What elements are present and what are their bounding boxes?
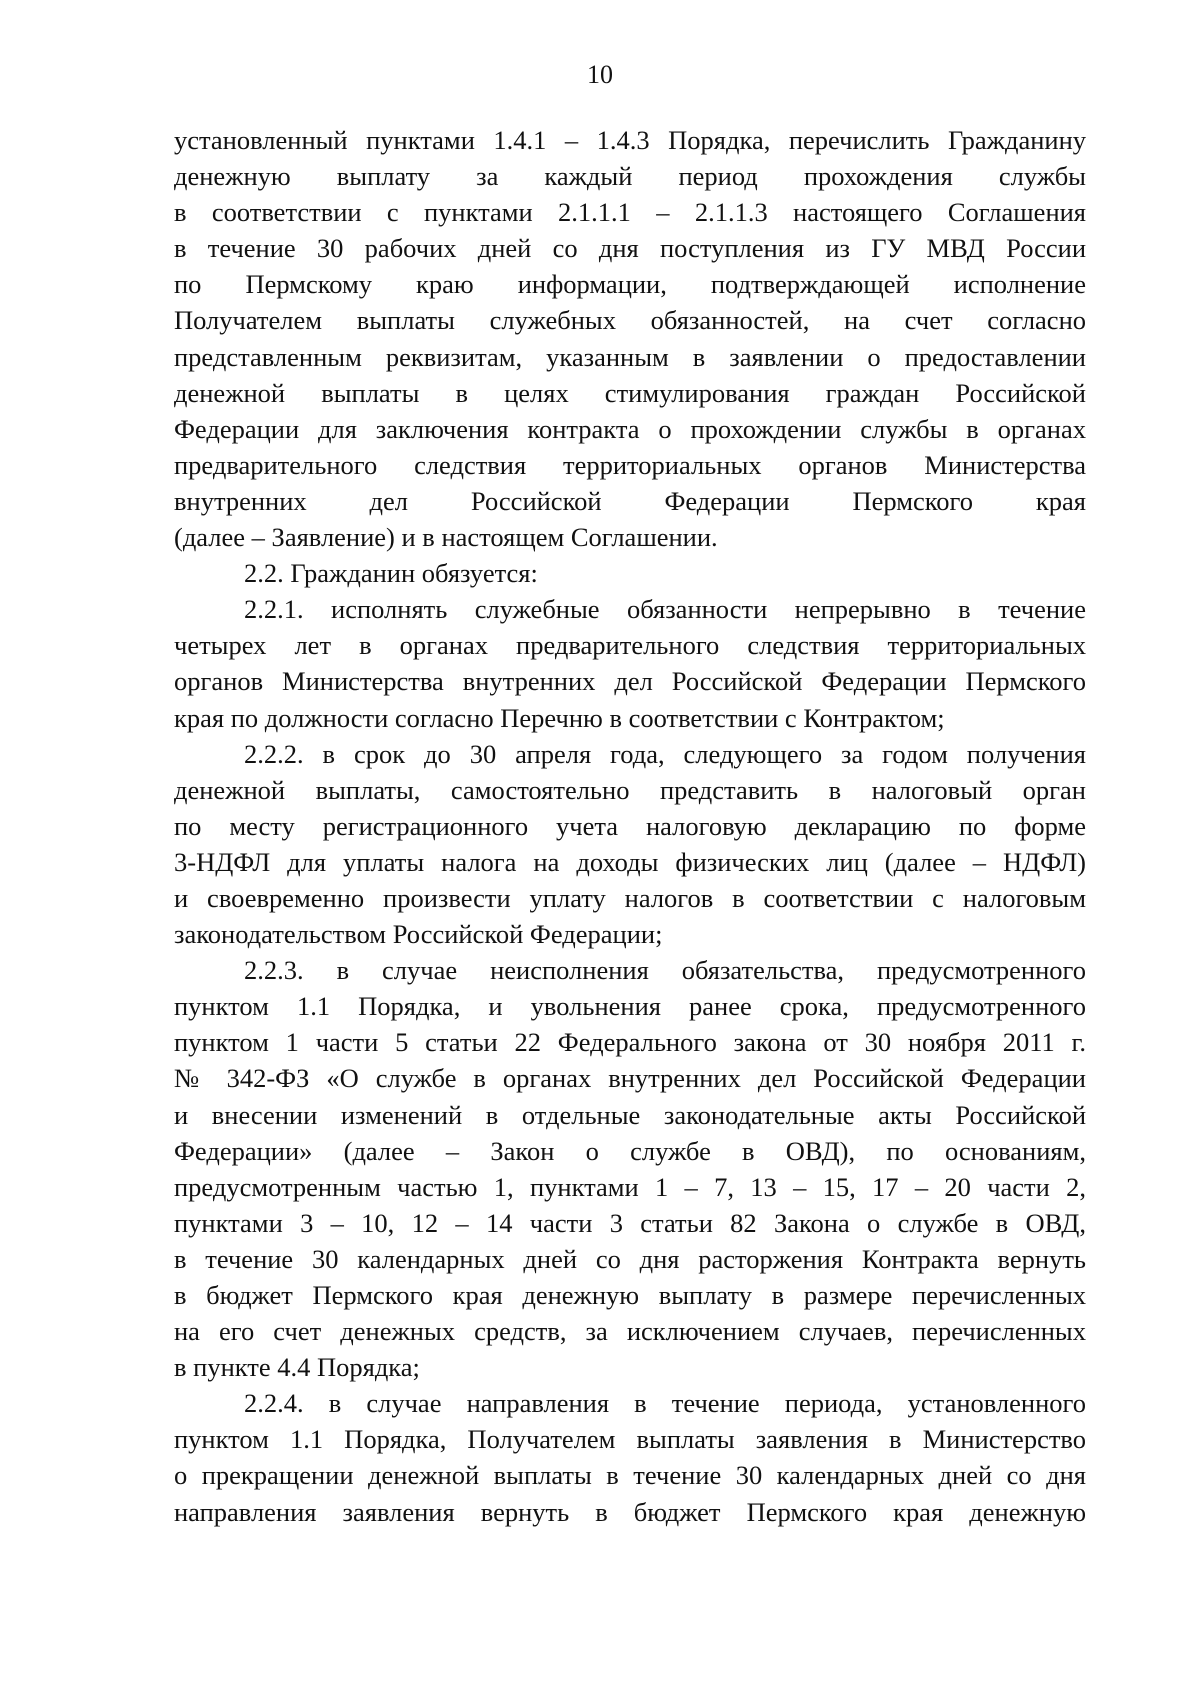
text-line: денежную выплату за каждый период прохождения службы	[174, 161, 1086, 192]
text-line: 2.2.4. в случае направления в течение периода, установленного	[244, 1388, 1086, 1419]
text-line: Федерации для заключения контракта о прохождении службы в органах	[174, 413, 1086, 444]
text-line: края по должности согласно Перечню в соответствии с Контрактом;	[174, 702, 945, 733]
text-line: законодательством Российской Федерации;	[174, 919, 663, 950]
text-line: в пункте 4.4 Порядка;	[174, 1352, 420, 1383]
text-line: 2.2.3. в случае неисполнения обязательства, предусмотренного	[244, 955, 1086, 986]
text-line: 3-НДФЛ для уплаты налога на доходы физических лиц (далее – НДФЛ)	[174, 846, 1086, 877]
document-body	[174, 122, 1086, 1530]
text-line: пунктом 1.1 Порядка, и увольнения ранее срока, предусмотренного	[174, 991, 1086, 1022]
text-line: по месту регистрационного учета налоговую декларацию по форме	[174, 810, 1086, 841]
text-line: установленный пунктами 1.4.1 – 1.4.3 Порядка, перечислить Гражданину	[174, 125, 1086, 155]
text-line: в бюджет Пермского края денежную выплату в размере перечисленных	[174, 1280, 1086, 1310]
text-line: направления заявления вернуть в бюджет Пермского края денежную	[174, 1496, 1086, 1527]
text-line: 2.2. Гражданин обязуется:	[244, 558, 538, 589]
text-line: и своевременно произвести уплату налогов в соответствии с налоговым	[174, 882, 1086, 913]
text-line: четырех лет в органах предварительного следствия территориальных	[174, 630, 1086, 661]
text-line: предусмотренным частью 1, пунктами 1 – 7, 13 – 15, 17 – 20 части 2,	[174, 1171, 1086, 1202]
text-line: пунктом 1.1 Порядка, Получателем выплаты заявления в Министерство	[174, 1424, 1086, 1455]
text-line: (далее – Заявление) и в настоящем Соглашении.	[174, 522, 718, 553]
text-line: в соответствии с пунктами 2.1.1.1 – 2.1.1.3 настоящего Соглашения	[174, 197, 1086, 228]
text-line: в течение 30 рабочих дней со дня поступления из ГУ МВД России	[174, 233, 1086, 264]
text-line: на его счет денежных средств, за исключением случаев, перечисленных	[174, 1316, 1086, 1347]
text-line: о прекращении денежной выплаты в течение 30 календарных дней со дня	[174, 1460, 1086, 1491]
text-line: 2.2.2. в срок до 30 апреля года, следующего за годом получения	[244, 738, 1086, 769]
text-line: представленным реквизитам, указанным в заявлении о предоставлении	[174, 341, 1086, 372]
text-line: Получателем выплаты служебных обязанностей, на счет согласно	[174, 305, 1086, 336]
text-line: денежной выплаты, самостоятельно представить в налоговый орган	[174, 774, 1086, 805]
text-line: предварительного следствия территориальных органов Министерства	[174, 449, 1086, 480]
text-line: внутренних дел Российской Федерации Пермского края	[174, 485, 1086, 516]
text-line: пунктом 1 части 5 статьи 22 Федерального закона от 30 ноября 2011 г.	[174, 1027, 1086, 1058]
text-line: в течение 30 календарных дней со дня расторжения Контракта вернуть	[174, 1243, 1086, 1274]
text-line: пунктами 3 – 10, 12 – 14 части 3 статьи 82 Закона о службе в ОВД,	[174, 1207, 1086, 1238]
text-line: Федерации» (далее – Закон о службе в ОВД), по основаниям,	[174, 1135, 1086, 1166]
text-line: по Пермскому краю информации, подтверждающей исполнение	[174, 269, 1086, 300]
text-line: 2.2.1. исполнять служебные обязанности непрерывно в течение	[244, 594, 1086, 625]
text-line: денежной выплаты в целях стимулирования граждан Российской	[174, 377, 1086, 408]
text-line: органов Министерства внутренних дел Российской Федерации Пермского	[174, 666, 1086, 697]
text-line: № 342-ФЗ «О службе в органах внутренних дел Российской Федерации	[174, 1063, 1086, 1094]
page-number: 10	[587, 60, 613, 89]
text-line: и внесении изменений в отдельные законодательные акты Российской	[174, 1099, 1086, 1130]
